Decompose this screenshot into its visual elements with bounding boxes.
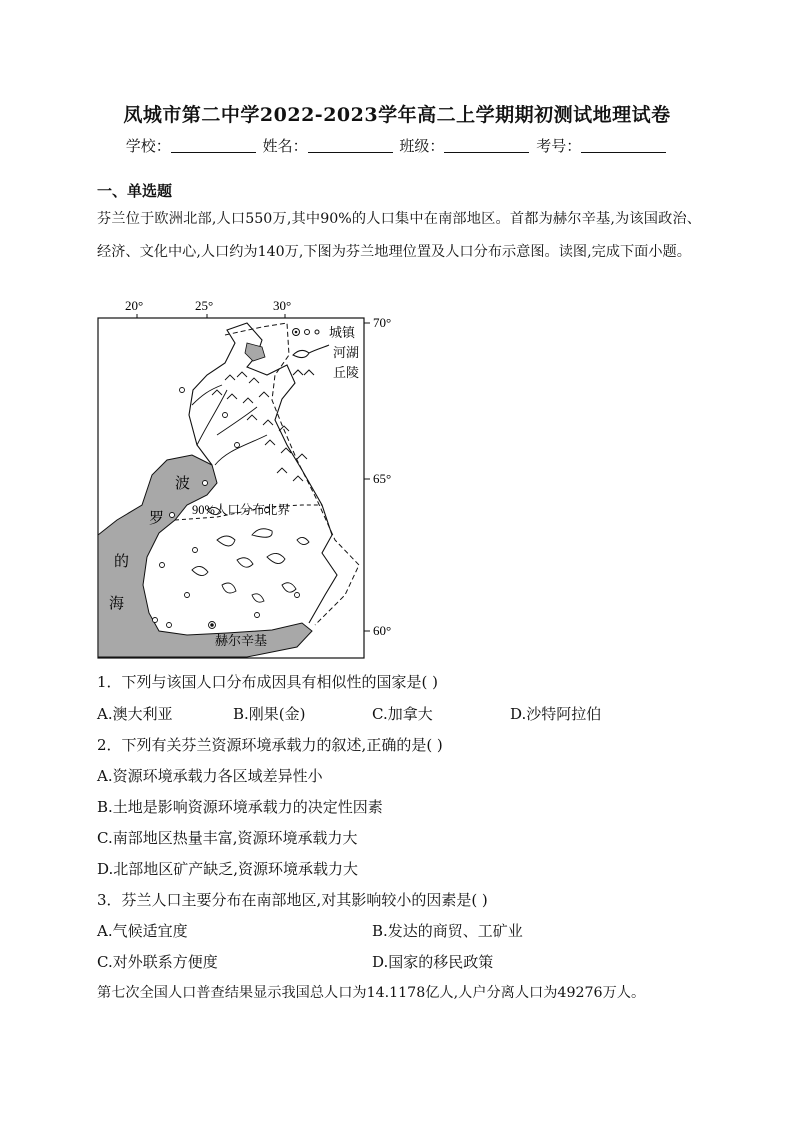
lon-label-30: 30° xyxy=(273,298,292,313)
census-note: 第七次全国人口普查结果显示我国总人口为14.1178亿人,人户分离人口为49276万人。 xyxy=(97,985,646,1001)
legend-hill: 丘陵 xyxy=(333,365,360,380)
class-blank[interactable] xyxy=(444,138,529,153)
q3-option-b[interactable]: B.发达的商贸、工矿业 xyxy=(372,922,523,940)
q2-option-d[interactable]: D.北部地区矿产缺乏,资源环境承载力大 xyxy=(97,860,359,878)
legend-river: 河湖 xyxy=(333,345,360,360)
q3-option-d[interactable]: D.国家的移民政策 xyxy=(372,953,494,971)
sea-char-1: 波 xyxy=(175,476,191,492)
school-label: 学校： xyxy=(125,137,171,155)
lat-label-60: 60° xyxy=(373,623,392,638)
population-boundary-label: 90%人口分布北界 xyxy=(192,503,290,517)
lat-label-70: 70° xyxy=(373,315,392,330)
q2-option-b[interactable]: B.土地是影响资源环境承载力的决定性因素 xyxy=(97,798,383,816)
lon-label-25: 25° xyxy=(195,298,214,313)
id-label: 考号： xyxy=(536,137,582,155)
intro-paragraph: 芬兰位于欧洲北部,人口550万,其中90%的人口集中在南部地区。首都为赫尔辛基,为该国政治、经济、文化中心,人口约为140万,下图为芬兰地理位置及人口分布示意图。读图,完成下面小题。 xyxy=(97,211,701,260)
school-blank[interactable] xyxy=(171,138,256,153)
q2-option-a[interactable]: A.资源环境承载力各区域差异性小 xyxy=(97,767,323,785)
finland-map xyxy=(97,295,407,660)
legend-town: 城镇 xyxy=(329,325,356,340)
question-3-stem: 3．芬兰人口主要分布在南部地区,对其影响较小的因素是( ) xyxy=(97,891,488,909)
lat-label-65: 65° xyxy=(373,471,392,486)
class-label: 班级： xyxy=(399,137,445,155)
q1-option-a[interactable]: A.澳大利亚 xyxy=(97,705,173,723)
name-label: 姓名： xyxy=(262,137,308,155)
id-blank[interactable] xyxy=(581,138,666,153)
q1-option-c[interactable]: C.加拿大 xyxy=(372,705,433,723)
lon-label-20: 20° xyxy=(125,298,144,313)
student-info-line xyxy=(0,135,794,156)
question-2-stem: 2．下列有关芬兰资源环境承载力的叙述,正确的是( ) xyxy=(97,736,443,754)
sea-char-2: 罗 xyxy=(149,511,165,527)
q3-option-c[interactable]: C.对外联系方便度 xyxy=(97,953,218,971)
q1-option-b[interactable]: B.刚果(金) xyxy=(233,705,306,723)
question-1-stem: 1．下列与该国人口分布成因具有相似性的国家是( ) xyxy=(97,673,439,691)
exam-title: 凤城市第二中学2022-2023学年高二上学期期初测试地理试卷 xyxy=(123,104,671,126)
name-blank[interactable] xyxy=(308,138,393,153)
q3-option-a[interactable]: A.气候适宜度 xyxy=(97,922,188,940)
section-heading: 一、单选题 xyxy=(97,182,173,200)
sea-char-3: 的 xyxy=(114,554,130,570)
q1-option-d[interactable]: D.沙特阿拉伯 xyxy=(510,705,602,723)
capital-label: 赫尔辛基 xyxy=(215,633,268,648)
q2-option-c[interactable]: C.南部地区热量丰富,资源环境承载力大 xyxy=(97,829,358,847)
sea-char-4: 海 xyxy=(109,596,125,612)
